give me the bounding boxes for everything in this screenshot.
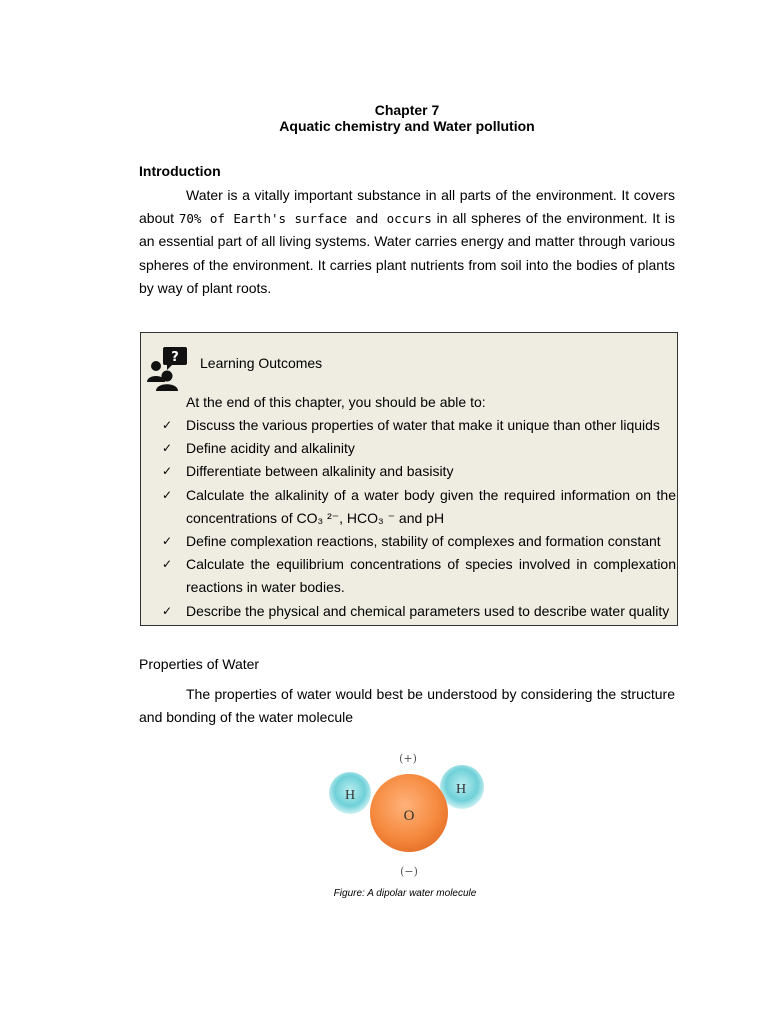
water-molecule-figure <box>320 744 500 884</box>
outcome-text: Calculate the equilibrium concentrations of species involved in complexation reactions in water bodies. <box>186 556 676 596</box>
svg-text:?: ? <box>171 350 179 365</box>
hydrogen-label-right: H <box>455 782 467 797</box>
introduction-paragraph <box>139 184 675 300</box>
list-item <box>160 437 676 460</box>
outcome-text: Calculate the alkalinity of a water body given the required information on the concentrations of CO₃ ²⁻, HCO₃ ⁻ and pH <box>186 486 676 526</box>
introduction-text-mono: 70% of Earth's surface and occurs <box>178 211 432 227</box>
chapter-title: Aquatic chemistry and Water pollution <box>279 118 535 134</box>
question-person-icon <box>145 346 189 392</box>
outcome-text: Define complexation reactions, stability of complexes and formation constant <box>186 533 661 550</box>
list-item <box>160 484 676 530</box>
outcome-text: Discuss the various properties of water that make it unique than other liquids <box>186 417 660 433</box>
check-icon: ✓ <box>161 418 173 432</box>
outcome-text: Define acidity and alkalinity <box>186 440 355 457</box>
introduction-text-b: in all spheres of the environment. It is an essential part of all living systems. Water carries energy and matter through various spheres of the environment. It carries plant nutrients from soil into the bodies of plants by way of plant roots. <box>139 210 675 296</box>
properties-paragraph: The properties of water would best be understood by considering the structure and bonding of the water molecule <box>139 686 675 726</box>
properties-heading: Properties of Water <box>139 656 260 672</box>
check-icon: ✓ <box>161 441 173 456</box>
learning-outcomes-intro: At the end of this chapter, you should be able to: <box>186 394 486 410</box>
outcome-text: Differentiate between alkalinity and basisity <box>186 463 454 480</box>
learning-outcomes-list <box>160 414 676 623</box>
list-item <box>160 553 676 599</box>
positive-charge-label: (+) <box>399 752 417 765</box>
check-icon: ✓ <box>161 534 173 549</box>
chapter-number: Chapter 7 <box>374 102 440 118</box>
figure-caption: Figure: A dipolar water molecule <box>333 888 477 899</box>
check-icon: ✓ <box>161 557 173 572</box>
hydrogen-label-left: H <box>344 788 356 803</box>
list-item <box>160 460 676 483</box>
learning-outcomes-title: Learning Outcomes <box>200 355 323 371</box>
outcome-text: Describe the physical and chemical parameters used to describe water quality <box>186 602 670 619</box>
list-item <box>160 600 676 623</box>
list-item <box>160 414 676 437</box>
negative-charge-label: (−) <box>400 865 418 878</box>
oxygen-label: O <box>403 808 415 824</box>
list-item <box>160 530 676 553</box>
check-icon: ✓ <box>161 603 173 618</box>
check-icon: ✓ <box>161 464 173 479</box>
check-icon: ✓ <box>161 487 173 502</box>
introduction-heading: Introduction <box>139 163 221 179</box>
introduction-text-a: Water is a vitally important substance in all parts of the environment. It covers about <box>139 187 675 227</box>
